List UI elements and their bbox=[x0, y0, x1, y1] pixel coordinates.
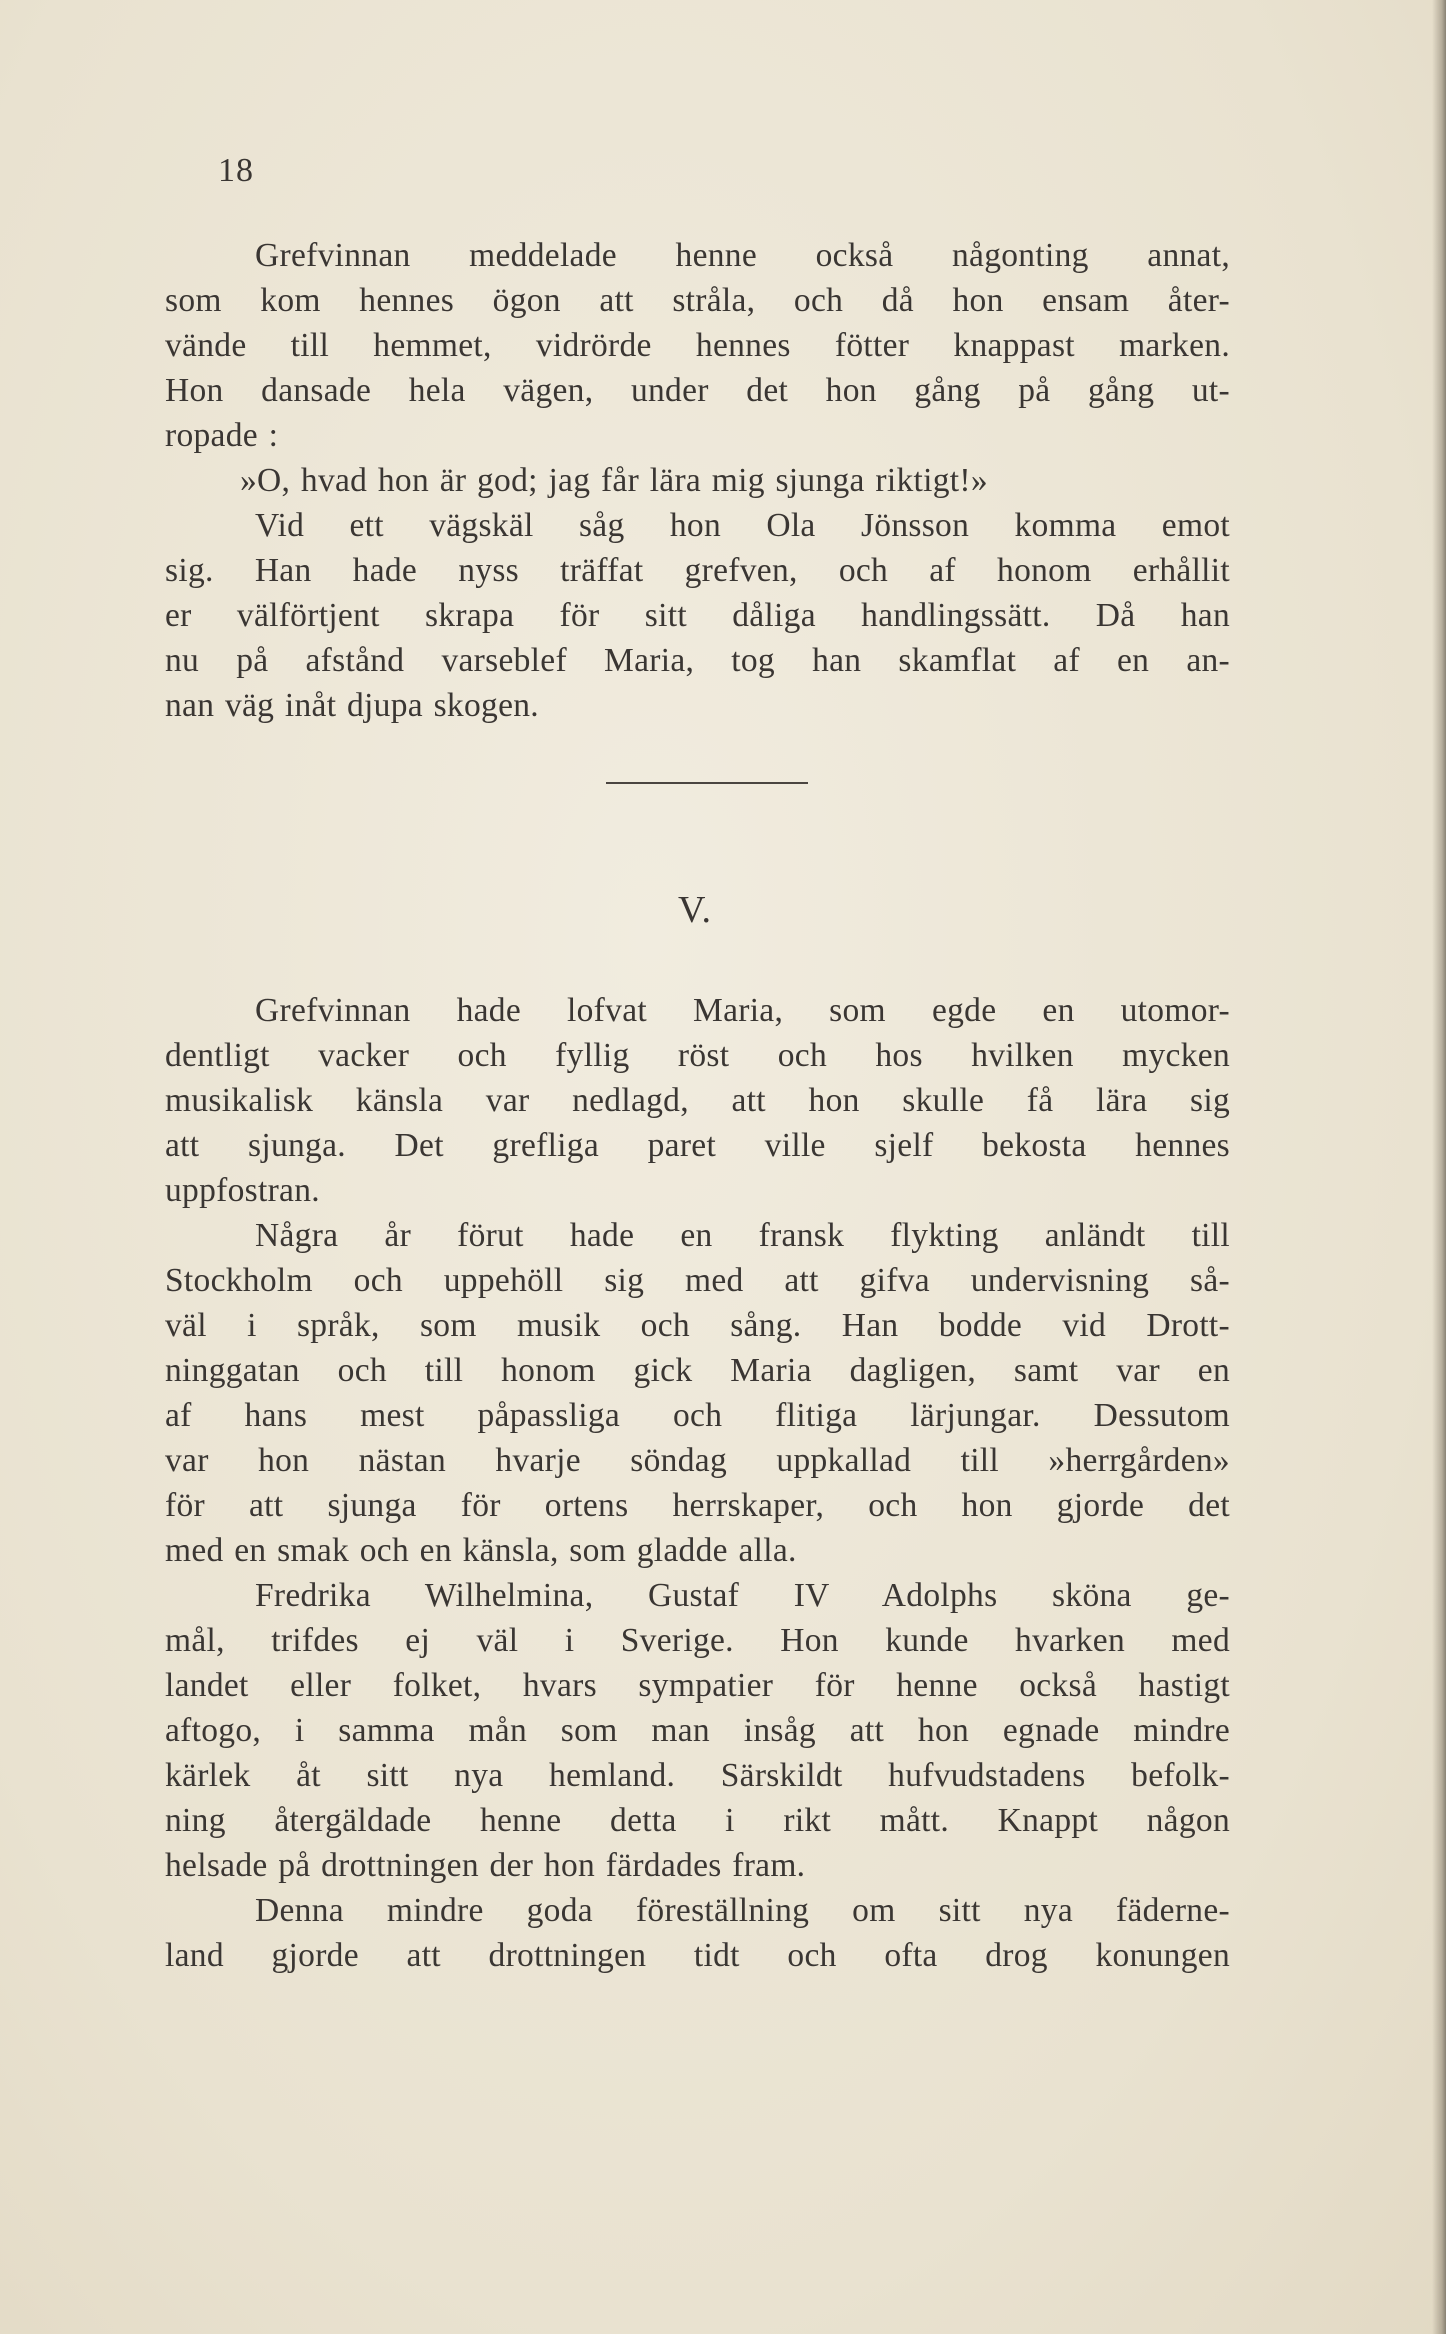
text-line: er välförtjent skrapa för sitt dåliga handlingssätt. Då han bbox=[165, 597, 1230, 634]
text-line: nan väg inåt djupa skogen. bbox=[165, 687, 539, 724]
text-line: vände till hemmet, vidrörde hennes fötter knappast marken. bbox=[165, 327, 1230, 364]
text-line: musikalisk känsla var nedlagd, att hon skulle få lära sig bbox=[165, 1082, 1230, 1119]
text-line: Vid ett vägskäl såg hon Ola Jönsson komma emot bbox=[255, 507, 1230, 544]
text-line: Denna mindre goda föreställning om sitt nya fäderne- bbox=[255, 1892, 1230, 1929]
text-line: ropade : bbox=[165, 417, 279, 454]
text-line: Grefvinnan meddelade henne också någonting annat, bbox=[255, 237, 1230, 274]
text-block-before-section bbox=[165, 233, 1230, 728]
text-block-after-section bbox=[165, 988, 1230, 1978]
text-line: Grefvinnan hade lofvat Maria, som egde en utomor- bbox=[255, 992, 1230, 1029]
text-line: sig. Han hade nyss träffat grefven, och af honom erhållit bbox=[165, 552, 1230, 589]
text-line: ninggatan och till honom gick Maria dagligen, samt var en bbox=[165, 1352, 1230, 1389]
section-divider-rule bbox=[606, 782, 808, 784]
text-line: att sjunga. Det grefliga paret ville sjelf bekosta hennes bbox=[165, 1127, 1230, 1164]
section-heading: V. bbox=[678, 889, 713, 931]
text-line: för att sjunga för ortens herrskaper, och hon gjorde det bbox=[165, 1487, 1230, 1524]
text-line: Hon dansade hela vägen, under det hon gång på gång ut- bbox=[165, 372, 1230, 409]
text-line: uppfostran. bbox=[165, 1172, 320, 1209]
text-line: land gjorde att drottningen tidt och ofta drog konungen bbox=[165, 1937, 1230, 1974]
text-line: helsade på drottningen der hon färdades fram. bbox=[165, 1847, 806, 1884]
text-line: väl i språk, som musik och sång. Han bodde vid Drott- bbox=[165, 1307, 1230, 1344]
text-line: Några år förut hade en fransk flykting anländt till bbox=[255, 1217, 1230, 1254]
page-number: 18 bbox=[218, 152, 254, 189]
text-line: Fredrika Wilhelmina, Gustaf IV Adolphs sköna ge- bbox=[255, 1577, 1230, 1614]
text-line: ning återgäldade henne detta i rikt mått. Knappt någon bbox=[165, 1802, 1230, 1839]
text-line: landet eller folket, hvars sympatier för henne också hastigt bbox=[165, 1667, 1230, 1704]
text-line: mål, trifdes ej väl i Sverige. Hon kunde hvarken med bbox=[165, 1622, 1230, 1659]
page-edge-shadow bbox=[1432, 0, 1446, 2334]
text-line: »O, hvad hon är god; jag får lära mig sjunga riktigt!» bbox=[240, 462, 988, 499]
text-line: kärlek åt sitt nya hemland. Särskildt hufvudstadens befolk- bbox=[165, 1757, 1230, 1794]
text-line: aftogo, i samma mån som man insåg att hon egnade mindre bbox=[165, 1712, 1230, 1749]
text-line: af hans mest påpassliga och flitiga lärjungar. Dessutom bbox=[165, 1397, 1230, 1434]
text-line: var hon nästan hvarje söndag uppkallad till »herrgården» bbox=[165, 1442, 1230, 1479]
text-line: som kom hennes ögon att stråla, och då hon ensam åter- bbox=[165, 282, 1230, 319]
text-line: dentligt vacker och fyllig röst och hos hvilken mycken bbox=[165, 1037, 1230, 1074]
text-line: nu på afstånd varseblef Maria, tog han skamflat af en an- bbox=[165, 642, 1230, 679]
text-line: med en smak och en känsla, som gladde alla. bbox=[165, 1532, 797, 1569]
text-line: Stockholm och uppehöll sig med att gifva undervisning så- bbox=[165, 1262, 1230, 1299]
